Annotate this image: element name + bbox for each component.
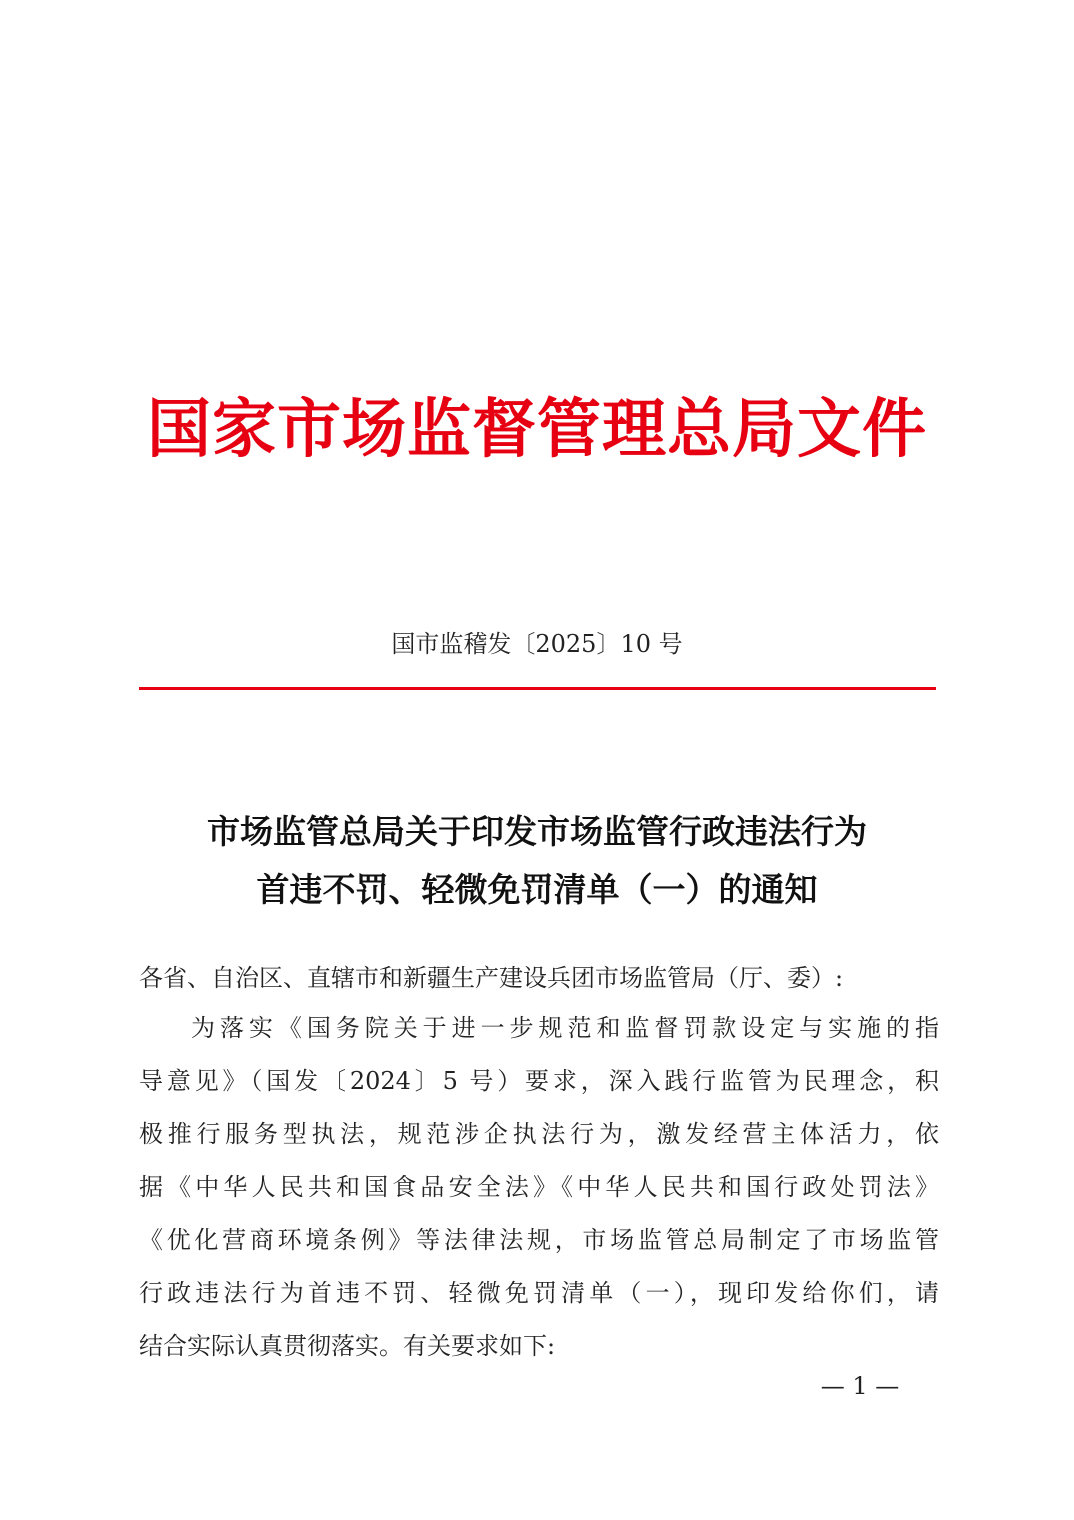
document-title-line-2: 首违不罚、轻微免罚清单（一）的通知 <box>256 870 818 909</box>
body-line: 行政违法行为首违不罚、轻微免罚清单（一），现印发给你们，请 <box>139 1279 939 1307</box>
issuer-title: 国家市场监督管理总局文件 <box>147 392 927 467</box>
body-paragraph <box>139 1008 939 1379</box>
red-divider-line <box>139 687 936 690</box>
page-number: — 1 — <box>820 1372 900 1400</box>
body-line: 极推行服务型执法，规范涉企执法行为，激发经营主体活力，依 <box>139 1120 939 1148</box>
body-line: 为落实《国务院关于进一步规范和监督罚款设定与实施的指 <box>191 1014 939 1042</box>
body-line: 结合实际认真贯彻落实。有关要求如下: <box>139 1332 556 1360</box>
document-title-line-1: 市场监管总局关于印发市场监管行政违法行为 <box>207 812 867 851</box>
body-line: 导意见》（国发〔2024〕5 号）要求，深入践行监管为民理念，积 <box>139 1067 939 1095</box>
document-title <box>100 803 974 919</box>
body-line: 据《中华人民共和国食品安全法》《中华人民共和国行政处罚法》 <box>139 1173 939 1201</box>
document-number: 国市监稽发〔2025〕10 号 <box>391 630 683 658</box>
body-line: 《优化营商环境条例》等法律法规，市场监管总局制定了市场监管 <box>139 1226 939 1254</box>
addressee: 各省、自治区、直辖市和新疆生产建设兵团市场监管局（厅、委）: <box>139 964 844 992</box>
